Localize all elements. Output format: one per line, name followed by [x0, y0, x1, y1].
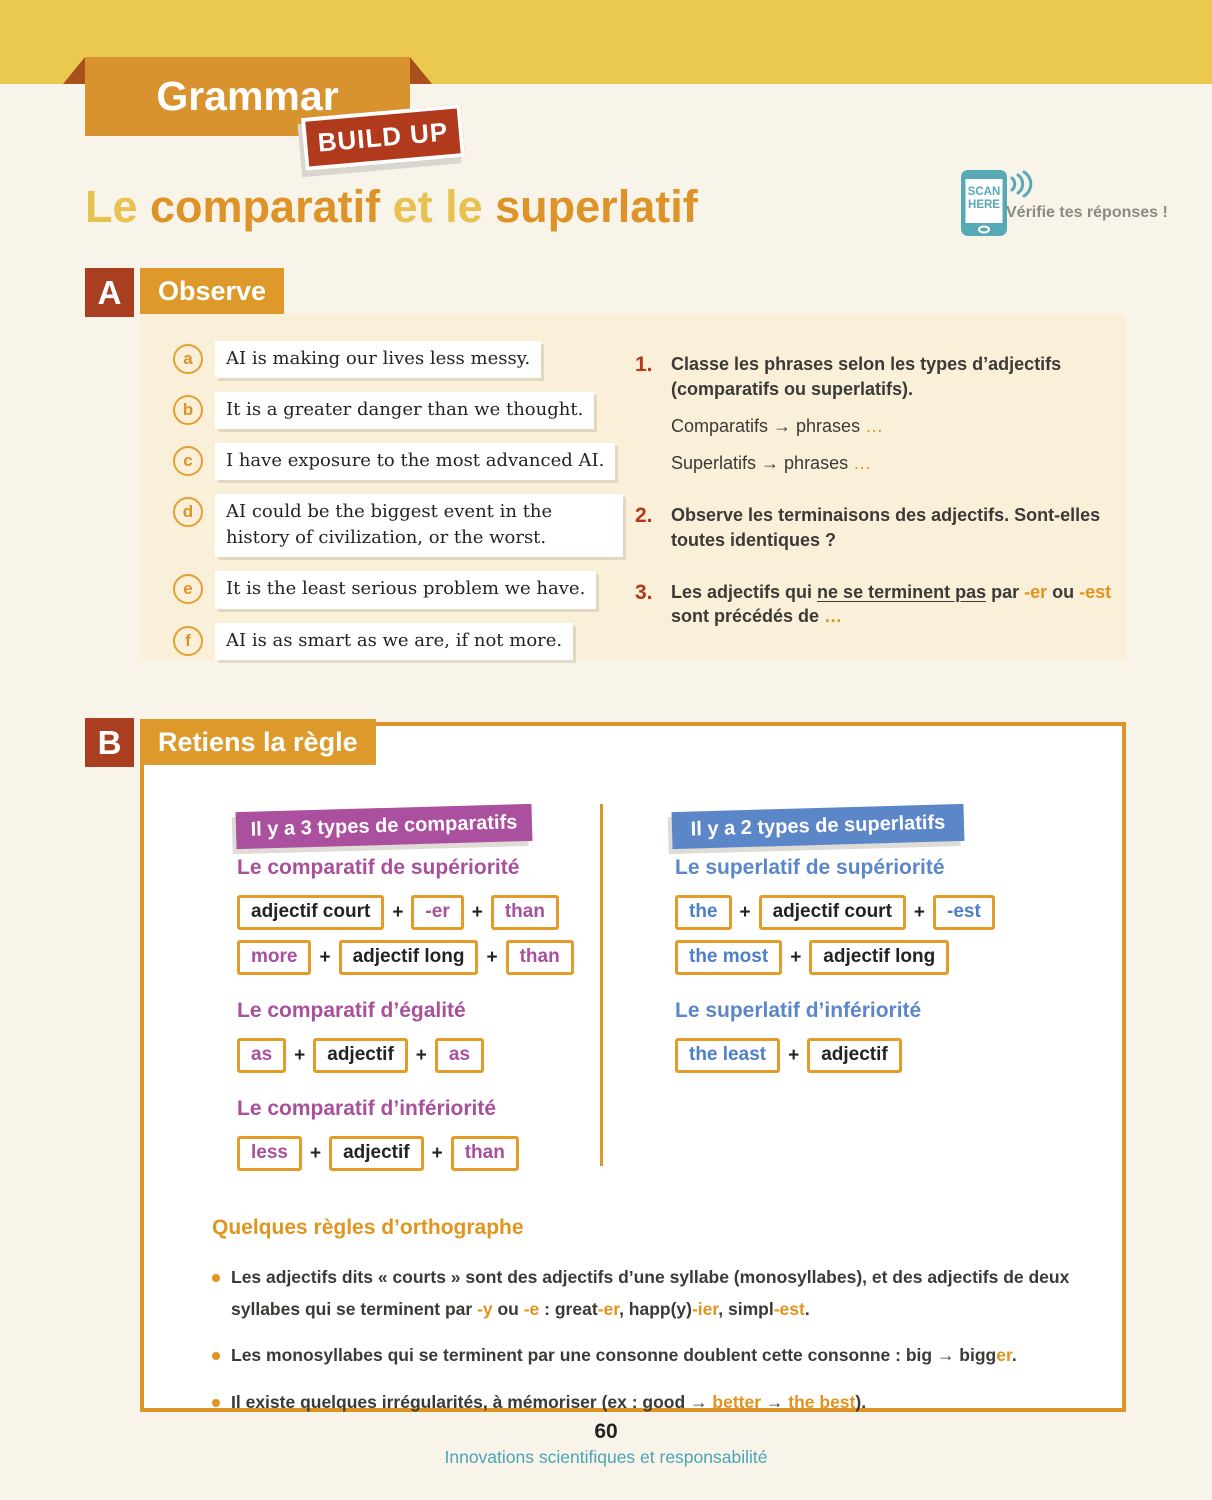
formula-box: adjectif: [807, 1038, 902, 1073]
text-segment: ou: [492, 1298, 524, 1319]
sentence-text: It is a greater danger than we thought.: [215, 392, 594, 429]
rule-group: [237, 1097, 597, 1171]
text-segment: -er: [1024, 581, 1048, 602]
text-segment: -est: [773, 1298, 805, 1319]
superlatif-badge: Il y a 2 types de superlatifs: [672, 804, 965, 849]
text-segment: er: [996, 1345, 1012, 1365]
formula-box: the least: [675, 1038, 780, 1073]
plus-sign: +: [392, 901, 404, 923]
rule-group: [675, 999, 1035, 1073]
rule-group: [675, 856, 1035, 975]
formula-rows: [237, 1136, 597, 1171]
formula-box: as: [237, 1038, 286, 1073]
text-segment: -est: [1079, 581, 1112, 602]
formula-row: [237, 1136, 597, 1171]
text-segment: Observe les terminaisons des adjectifs. Sont-elles toutes identiques ?: [671, 504, 1101, 550]
bullet-dot-icon: [212, 1352, 220, 1360]
list-item-bullet: [212, 1387, 1104, 1419]
column-divider: [600, 804, 603, 1166]
text-segment: better: [712, 1391, 762, 1412]
question-item: [635, 503, 1125, 553]
question-body: [671, 352, 1125, 476]
list-item-sentence: [173, 571, 623, 608]
text-segment: -ier: [691, 1298, 719, 1319]
list-item-sentence: [173, 623, 623, 660]
question-text: [671, 580, 1125, 630]
formula-box: less: [237, 1136, 302, 1171]
question-item: [635, 580, 1125, 630]
section-b-letter: B: [85, 718, 134, 767]
text-segment: : great: [539, 1298, 598, 1319]
plus-sign: +: [319, 946, 331, 968]
rule-group: [237, 856, 597, 975]
formula-box: adjectif long: [339, 940, 479, 975]
plus-sign: +: [471, 901, 483, 923]
sentence-label-badge: f: [173, 626, 203, 656]
list-item-sentence: [173, 341, 623, 378]
text-segment: →: [761, 1391, 789, 1412]
text-segment: the best: [788, 1391, 856, 1412]
text-segment: ).: [855, 1391, 867, 1412]
sentence-text: I have exposure to the most advanced AI.: [215, 443, 615, 480]
bullet-text: [231, 1262, 1104, 1325]
sentence-text: It is the least serious problem we have.: [215, 571, 596, 608]
text-segment: Il existe quelques irrégularités, à mémoriser (ex : good →: [231, 1391, 713, 1412]
sentence-label-badge: e: [173, 574, 203, 604]
list-item-sentence: [173, 494, 623, 557]
text-segment: -er: [597, 1298, 620, 1319]
formula-box: more: [237, 940, 311, 975]
scan-phone-icon: [960, 166, 1036, 238]
formula-box: the most: [675, 940, 782, 975]
page-number: 60: [594, 1420, 618, 1443]
formula-row: [237, 895, 597, 930]
plus-sign: +: [431, 1142, 443, 1164]
plus-sign: +: [294, 1044, 306, 1066]
rule-group: [237, 999, 597, 1073]
question-number: 1.: [635, 353, 653, 376]
formula-rows: [675, 895, 1035, 975]
rule-group-heading: Le comparatif d’égalité: [237, 999, 466, 1022]
sentence-label-badge: d: [173, 497, 203, 527]
rule-group-heading: Le comparatif d’infériorité: [237, 1097, 497, 1120]
text-segment: Les monosyllabes qui se terminent par une consonne doublent cette consonne : big → bigg: [231, 1345, 997, 1365]
formula-row: [675, 1038, 1035, 1073]
formula-box: adjectif: [329, 1136, 424, 1171]
text-segment: comparatif: [150, 181, 381, 232]
section-a-title: Observe: [140, 268, 284, 314]
plus-sign: +: [913, 901, 926, 923]
list-item-sentence: [173, 443, 623, 480]
list-item-bullet: [212, 1340, 1104, 1372]
formula-box: as: [435, 1038, 484, 1073]
text-segment: Superlatifs → phrases: [671, 452, 854, 473]
formula-rows: [237, 1038, 597, 1073]
chapter-title: Innovations scientifiques et responsabilité: [444, 1447, 768, 1467]
superlatif-column: [675, 856, 1035, 1097]
text-segment: Classe les phrases selon les types d’adjectifs (comparatifs ou superlatifs).: [671, 354, 1062, 399]
formula-box: adjectif court: [759, 895, 906, 930]
question-text: [671, 503, 1125, 553]
rule-group-heading: Le superlatif de supériorité: [675, 856, 945, 879]
text-segment: Les adjectifs dits « courts » sont des adjectifs d’une syllabe (monosyllabes), et des adjectifs de deux syllabes qui se terminent par: [231, 1267, 1070, 1319]
orthography-bullet-list: [212, 1262, 1104, 1418]
formula-row: [675, 940, 1035, 975]
formula-box: adjectif long: [809, 940, 949, 975]
text-segment: ou: [1047, 581, 1080, 602]
plus-sign: +: [788, 1044, 800, 1066]
formula-row: [675, 895, 1035, 930]
list-item-bullet: [212, 1262, 1104, 1325]
formula-box: adjectif: [313, 1038, 408, 1073]
question-number: 2.: [635, 503, 653, 527]
text-segment: -e: [523, 1298, 540, 1319]
sentence-text: AI is as smart as we are, if not more.: [215, 623, 573, 660]
formula-box: than: [506, 940, 574, 975]
sentence-label-badge: a: [173, 344, 203, 374]
bullet-dot-icon: [212, 1399, 220, 1407]
formula-rows: [237, 895, 597, 975]
text-segment: et le: [380, 181, 496, 232]
plus-sign: +: [739, 901, 751, 923]
rule-group-heading: Le superlatif d’infériorité: [675, 999, 922, 1022]
scan-caption: Vérifie tes réponses !: [1006, 204, 1168, 221]
sound-waves-icon: [1012, 172, 1031, 196]
text-segment: superlatif: [495, 181, 698, 232]
text-segment: , happ(y): [619, 1298, 692, 1319]
text-segment: Comparatifs → phrases: [671, 415, 866, 436]
formula-box: adjectif court: [237, 895, 384, 930]
sentence-label-badge: c: [173, 446, 203, 476]
text-segment: .: [804, 1298, 810, 1319]
scan-text-line2: HERE: [968, 199, 1000, 211]
sentence-list: [173, 341, 623, 674]
question-sublines: [671, 413, 1125, 476]
formula-box: -er: [411, 895, 463, 930]
question-subline: [671, 450, 1125, 476]
sentence-text: AI is making our lives less messy.: [215, 341, 541, 378]
comparatif-badge: Il y a 3 types de comparatifs: [236, 804, 533, 849]
plus-sign: +: [415, 1044, 427, 1066]
question-text: [671, 352, 1125, 402]
question-list: [635, 352, 1125, 656]
question-subline: [671, 413, 1125, 439]
question-item: [635, 352, 1125, 476]
plus-sign: +: [790, 946, 802, 968]
question-number: 3.: [635, 580, 653, 604]
formula-row: [237, 940, 597, 975]
section-b-title: Retiens la règle: [140, 719, 376, 765]
formula-box: than: [451, 1136, 519, 1171]
bullet-text: [231, 1387, 866, 1419]
text-segment: …: [853, 452, 872, 473]
text-segment: -y: [477, 1298, 493, 1319]
bullet-text: [231, 1340, 1017, 1372]
list-item-sentence: [173, 392, 623, 429]
text-segment: …: [865, 415, 884, 436]
text-segment: , simpl: [718, 1298, 774, 1319]
grammar-banner-label: Grammar: [156, 73, 339, 119]
section-a-letter: A: [85, 268, 134, 317]
text-segment: .: [1011, 1345, 1017, 1365]
orthography-rules: [212, 1216, 1104, 1433]
text-segment: par: [986, 581, 1025, 602]
text-segment: Les adjectifs qui: [671, 581, 818, 602]
scan-text-line1: SCAN: [967, 186, 1001, 198]
comparatif-column: [237, 856, 597, 1195]
orthography-heading: Quelques règles d’orthographe: [212, 1216, 524, 1239]
text-segment: …: [824, 606, 843, 627]
page-title: [85, 182, 698, 232]
text-segment: sont précédés de: [671, 606, 825, 627]
rule-group-heading: Le comparatif de supériorité: [237, 856, 520, 879]
question-body: [671, 503, 1125, 553]
sentence-text: AI could be the biggest event in the history of civilization, or the worst.: [215, 494, 623, 557]
bullet-dot-icon: [212, 1274, 220, 1282]
formula-box: -est: [933, 895, 995, 930]
formula-box: the: [675, 895, 732, 930]
rule-box: [140, 722, 1126, 1412]
formula-rows: [675, 1038, 1035, 1073]
formula-row: [237, 1038, 597, 1073]
text-segment: ne se terminent pas: [817, 581, 987, 602]
formula-box: than: [491, 895, 559, 930]
sentence-label-badge: b: [173, 395, 203, 425]
plus-sign: +: [309, 1142, 322, 1164]
plus-sign: +: [486, 946, 498, 968]
build-up-badge: BUILD UP: [301, 104, 465, 171]
question-body: [671, 580, 1125, 630]
text-segment: Le: [85, 181, 151, 232]
